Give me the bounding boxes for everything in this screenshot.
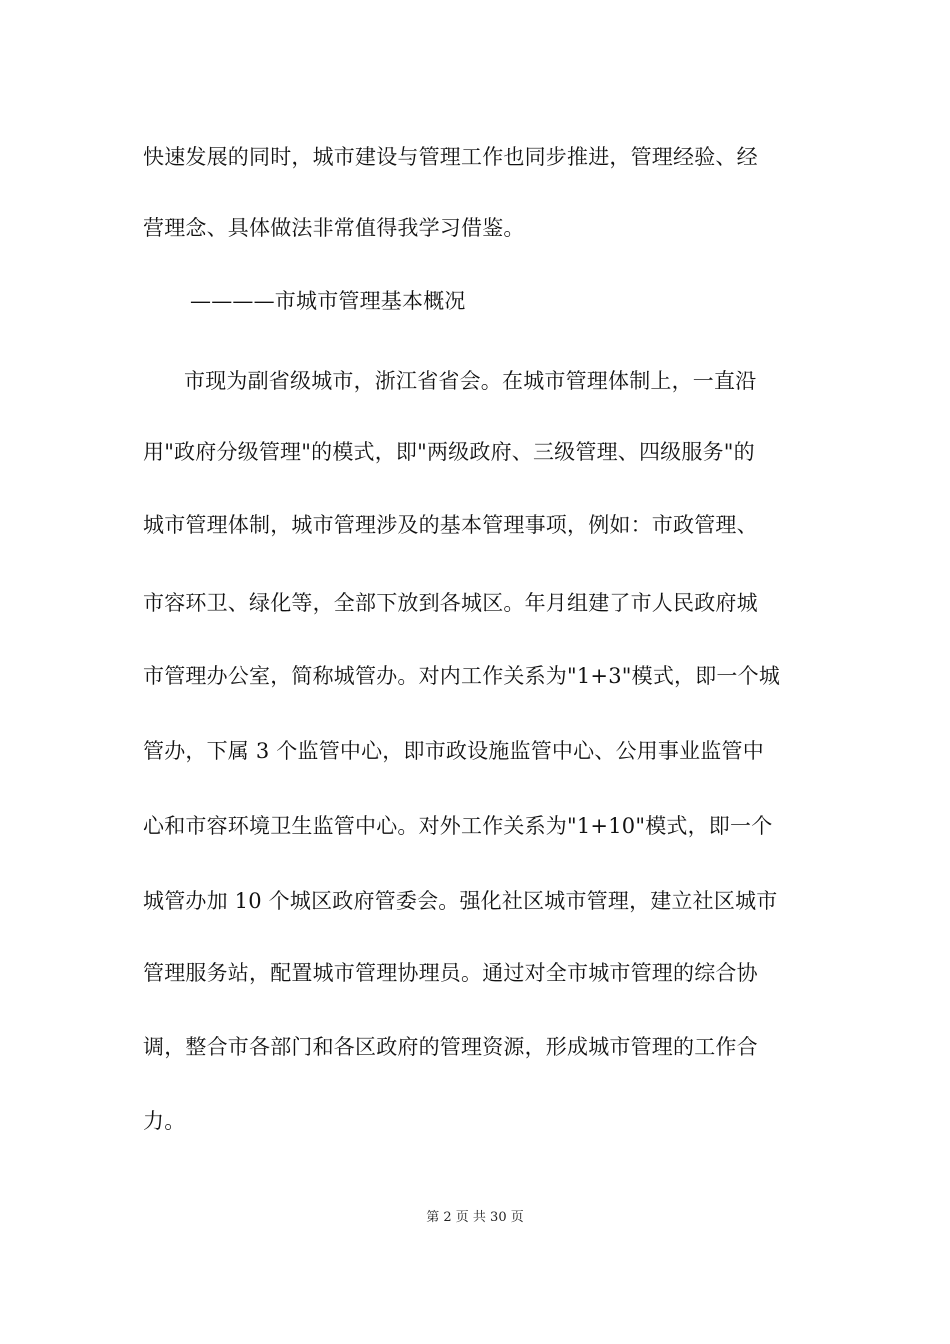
paragraph-line: 营理念、具体做法非常值得我学习借鉴。: [143, 216, 525, 240]
paragraph-line: 城管办加 10 个城区政府管委会。强化社区城市管理，建立社区城市: [143, 889, 778, 913]
paragraph-line: 用"政府分级管理"的模式，即"两级政府、三级管理、四级服务"的: [143, 440, 755, 464]
paragraph-line: 管理服务站，配置城市管理协理员。通过对全市城市管理的综合协: [143, 961, 758, 985]
page-number: 第 2 页 共 30 页: [426, 1210, 524, 1225]
paragraph-line: 力。: [143, 1109, 186, 1133]
paragraph-line: 心和市容环境卫生监管中心。对外工作关系为"1+10"模式，即一个: [143, 814, 773, 838]
paragraph-line: 城市管理体制，城市管理涉及的基本管理事项，例如：市政管理、: [143, 513, 758, 537]
paragraph-line: 快速发展的同时，城市建设与管理工作也同步推进，管理经验、经: [143, 145, 758, 169]
paragraph-line: 管办，下属 3 个监管中心，即市政设施监管中心、公用事业监管中: [143, 739, 764, 763]
paragraph-line: 市现为副省级城市，浙江省省会。在城市管理体制上，一直沿: [184, 369, 757, 393]
section-heading: ————市城市管理基本概况: [190, 289, 466, 313]
paragraph-line: 市管理办公室，简称城管办。对内工作关系为"1+3"模式，即一个城: [143, 664, 781, 688]
paragraph-line: 市容环卫、绿化等，全部下放到各城区。年月组建了市人民政府城: [143, 591, 758, 615]
paragraph-line: 调，整合市各部门和各区政府的管理资源，形成城市管理的工作合: [143, 1035, 758, 1059]
